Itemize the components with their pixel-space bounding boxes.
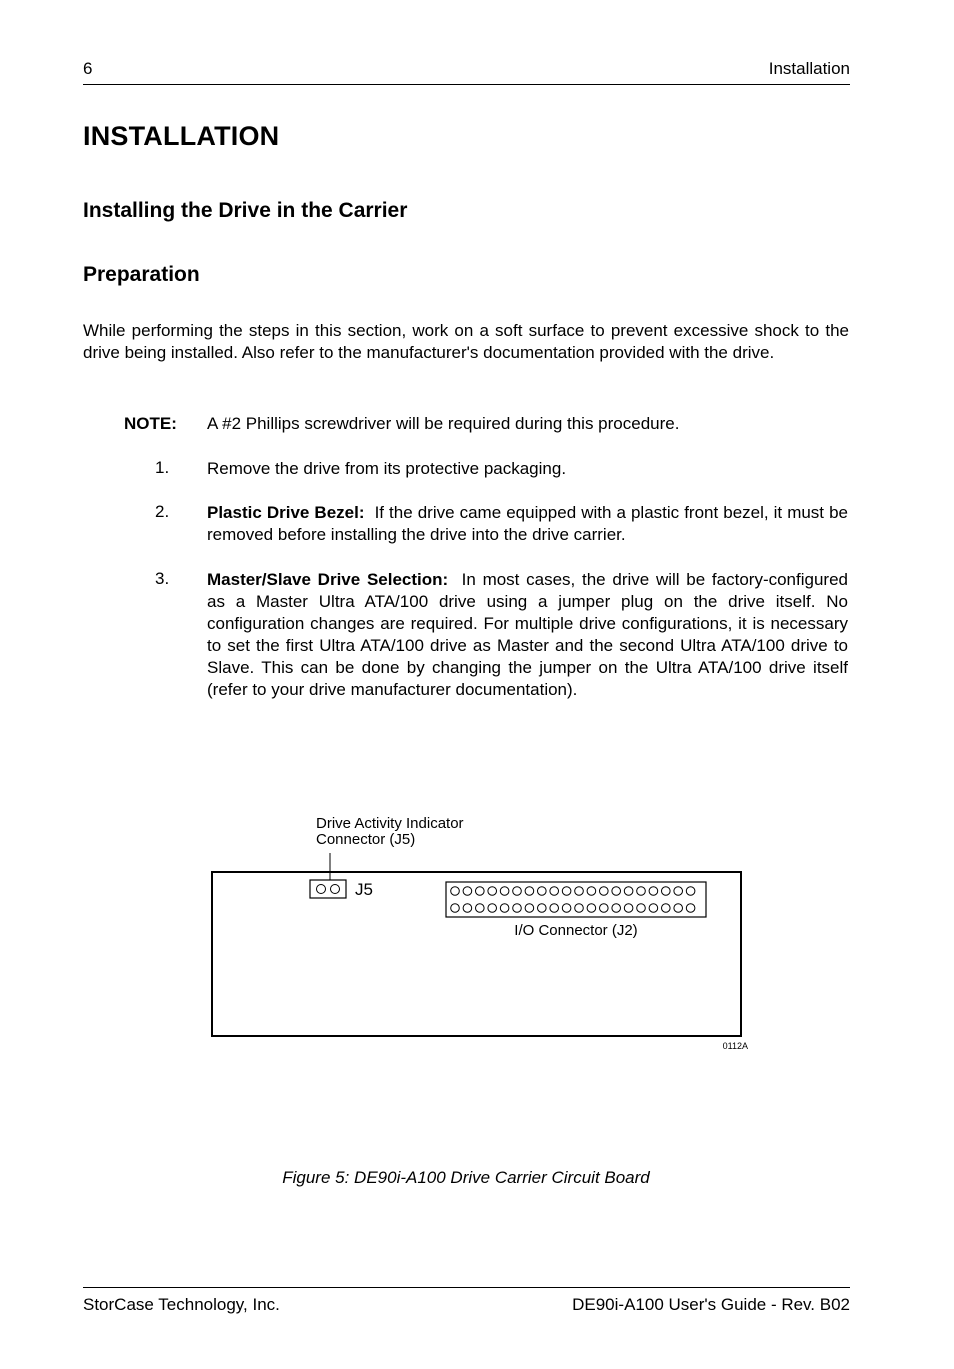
j2-pin: [476, 887, 485, 896]
j2-pin: [612, 904, 621, 913]
step-1-text: [207, 458, 848, 480]
j2-pin: [637, 887, 646, 896]
j2-pin: [624, 887, 633, 896]
j2-pin: [674, 887, 683, 896]
step-2-number: 2.: [155, 502, 170, 521]
circuit-board-figure: [200, 805, 760, 1065]
j2-pin: [538, 904, 547, 913]
j2-pin: [550, 904, 559, 913]
j2-pin: [674, 904, 683, 913]
j2-pin: [451, 887, 460, 896]
j2-pin: [488, 887, 497, 896]
j2-pin: [575, 887, 584, 896]
j5-pin: [317, 885, 326, 894]
step-3-number: 3.: [155, 569, 170, 588]
j2-pin: [587, 887, 596, 896]
step-1-body: Remove the drive from its protective packaging.: [207, 459, 567, 478]
j2-pin: [686, 904, 695, 913]
j2-pin: [662, 904, 671, 913]
step-2-lead: Plastic Drive Bezel:: [207, 503, 365, 522]
j2-pin: [500, 887, 509, 896]
j2-label: I/O Connector (J2): [514, 922, 638, 939]
footer-document-title: DE90i-A100 User's Guide - Rev. B02: [572, 1295, 850, 1314]
header-rule: [83, 84, 850, 85]
j2-pin: [649, 904, 658, 913]
j2-pin: [488, 904, 497, 913]
j5-label: J5: [355, 880, 373, 899]
j2-pin: [451, 904, 460, 913]
figure-caption: Figure 5: DE90i-A100 Drive Carrier Circuit Board: [282, 1168, 650, 1187]
step-3-lead: Master/Slave Drive Selection:: [207, 570, 449, 589]
note-text: A #2 Phillips screwdriver will be required during this procedure.: [207, 414, 680, 433]
subsection-heading: Preparation: [83, 263, 200, 286]
step-3-body: In most cases, the drive will be factory-configured as a Master Ultra ATA/100 drive using a jumper plug on the drive itself. No configuration changes are required. For multiple drive configurations, it is necessary to set the first Ultra ATA/100 drive as Master and the second Ultra ATA/100 drive to Slave. This can be done by changing the jumper on the Ultra ATA/100 drive itself (refer to your drive manufacturer documentation).: [207, 570, 848, 699]
step-2-body: If the drive came equipped with a plastic front bezel, it must be removed before installing the drive into the drive carrier.: [207, 503, 848, 544]
j2-pin: [562, 887, 571, 896]
j2-pin: [624, 904, 633, 913]
j2-pin: [686, 887, 695, 896]
j2-pin: [463, 887, 472, 896]
j2-pin: [538, 887, 547, 896]
page-number: 6: [83, 59, 93, 78]
j2-pin: [600, 904, 609, 913]
j5-callout-line1: Drive Activity Indicator: [316, 815, 464, 832]
running-header-section: Installation: [768, 59, 850, 78]
j2-pin: [513, 887, 522, 896]
step-1-number: 1.: [155, 458, 170, 477]
page-title: INSTALLATION: [83, 121, 280, 151]
j2-pin: [662, 887, 671, 896]
j2-pin: [575, 904, 584, 913]
j2-pin-grid: [451, 887, 695, 913]
j2-pin: [476, 904, 485, 913]
j2-pin: [525, 887, 534, 896]
j2-pin: [612, 887, 621, 896]
footer-rule: [83, 1287, 850, 1288]
j2-pin: [649, 887, 658, 896]
j2-pin: [550, 887, 559, 896]
j2-pin: [587, 904, 596, 913]
j2-pin: [513, 904, 522, 913]
footer-company: StorCase Technology, Inc.: [83, 1295, 280, 1314]
j5-pin: [331, 885, 340, 894]
step-2-text: [207, 502, 848, 546]
subheading: Installing the Drive in the Carrier: [83, 199, 408, 222]
j2-pin: [562, 904, 571, 913]
j5-connector: [310, 880, 346, 898]
j2-pin: [500, 904, 509, 913]
j2-pin: [525, 904, 534, 913]
circuit-board-outline: [212, 872, 741, 1036]
note-label: NOTE:: [124, 414, 177, 433]
j2-pin: [600, 887, 609, 896]
circuit-board-diagram: [200, 805, 760, 1065]
j2-pin: [637, 904, 646, 913]
intro-paragraph: While performing the steps in this section, work on a soft surface to prevent excessive shock to the drive being installed. Also refer to the manufacturer's documentation provided with the drive.: [83, 321, 849, 362]
j5-callout-line2: Connector (J5): [316, 831, 416, 848]
step-3-text: [207, 569, 848, 701]
figure-code: 0112A: [722, 1041, 748, 1051]
j2-pin: [463, 904, 472, 913]
